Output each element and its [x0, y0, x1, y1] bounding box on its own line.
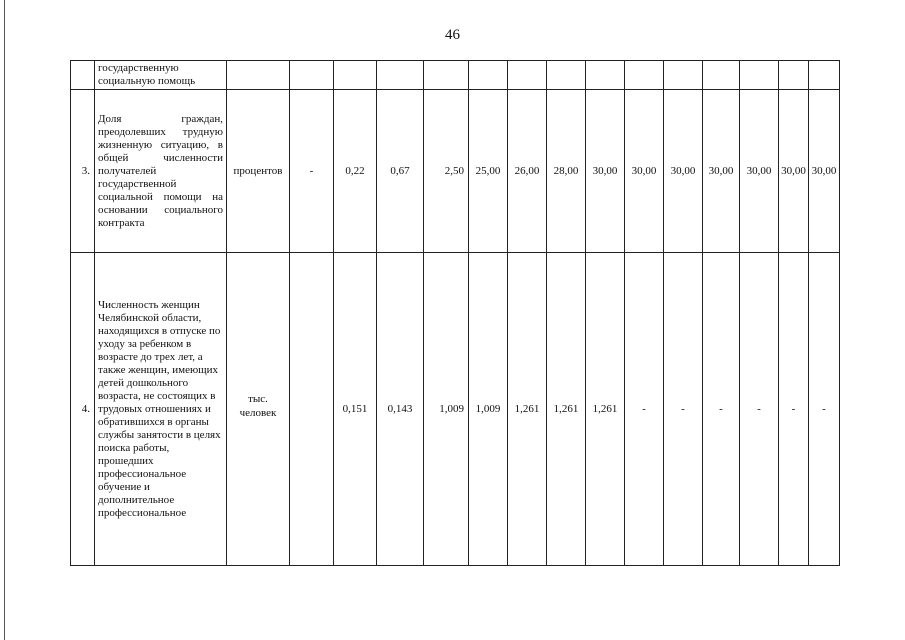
indicator-name-cell: Доля граждан, преодолевших трудную жизненную ситуацию, в общей численности получателей государственной социальной помощи на основании социального контракта	[95, 90, 227, 253]
value-cell: -	[809, 253, 840, 566]
value-cell: 26,00	[508, 90, 547, 253]
value-cell: 1,009	[424, 253, 469, 566]
value-cell: 30,00	[779, 90, 809, 253]
indicator-name-cell: Численность женщин Челябинской области, находящихся в отпуске по уходу за ребенком в возрасте до трех лет, а также женщин, имеющих детей дошкольного возраста, не состоящих в трудовых отношениях и обратившихся в органы службы занятости в целях поиска работы, прошедших профессиональное обучение и дополнительное профессиональное	[95, 253, 227, 566]
value-cell: -	[703, 253, 740, 566]
value-cell	[508, 61, 547, 90]
value-cell: 30,00	[809, 90, 840, 253]
table-row	[71, 90, 840, 253]
value-cell: 30,00	[703, 90, 740, 253]
value-cell: 0,143	[377, 253, 424, 566]
value-cell	[809, 61, 840, 90]
value-cell: -	[625, 253, 664, 566]
value-cell	[740, 61, 779, 90]
unit-cell	[227, 61, 290, 90]
value-cell: 30,00	[625, 90, 664, 253]
row-number-cell: 4.	[71, 253, 95, 566]
value-cell: -	[740, 253, 779, 566]
unit-line: человек	[239, 407, 277, 419]
value-cell	[290, 61, 334, 90]
value-cell: 0,67	[377, 90, 424, 253]
page-number: 46	[445, 27, 460, 43]
table-row	[71, 253, 840, 566]
value-cell	[703, 61, 740, 90]
value-cell	[664, 61, 703, 90]
value-cell	[625, 61, 664, 90]
page-edge-line	[4, 0, 5, 640]
value-cell: 30,00	[586, 90, 625, 253]
value-cell: 30,00	[740, 90, 779, 253]
value-cell	[377, 61, 424, 90]
value-cell	[424, 61, 469, 90]
value-cell: 0,151	[334, 253, 377, 566]
indicator-name-cell: государственную социальную помощь	[95, 61, 227, 90]
unit-cell	[227, 253, 290, 566]
value-cell: 1,261	[508, 253, 547, 566]
value-cell: 1,009	[469, 253, 508, 566]
value-cell: 1,261	[586, 253, 625, 566]
value-cell	[469, 61, 508, 90]
row-number-cell	[71, 61, 95, 90]
value-cell: 25,00	[469, 90, 508, 253]
value-cell: -	[779, 253, 809, 566]
indicator-table	[70, 60, 840, 566]
value-cell: 1,261	[547, 253, 586, 566]
value-cell	[547, 61, 586, 90]
unit-cell: процентов	[227, 90, 290, 253]
row-number-cell: 3.	[71, 90, 95, 253]
value-cell: 28,00	[547, 90, 586, 253]
value-cell: -	[290, 90, 334, 253]
value-cell: 2,50	[424, 90, 469, 253]
value-cell	[586, 61, 625, 90]
table-row	[71, 61, 840, 90]
value-cell: 0,22	[334, 90, 377, 253]
value-cell	[334, 61, 377, 90]
value-cell	[779, 61, 809, 90]
value-cell: -	[664, 253, 703, 566]
unit-line: тыс.	[248, 393, 268, 405]
value-cell	[290, 253, 334, 566]
value-cell: 30,00	[664, 90, 703, 253]
